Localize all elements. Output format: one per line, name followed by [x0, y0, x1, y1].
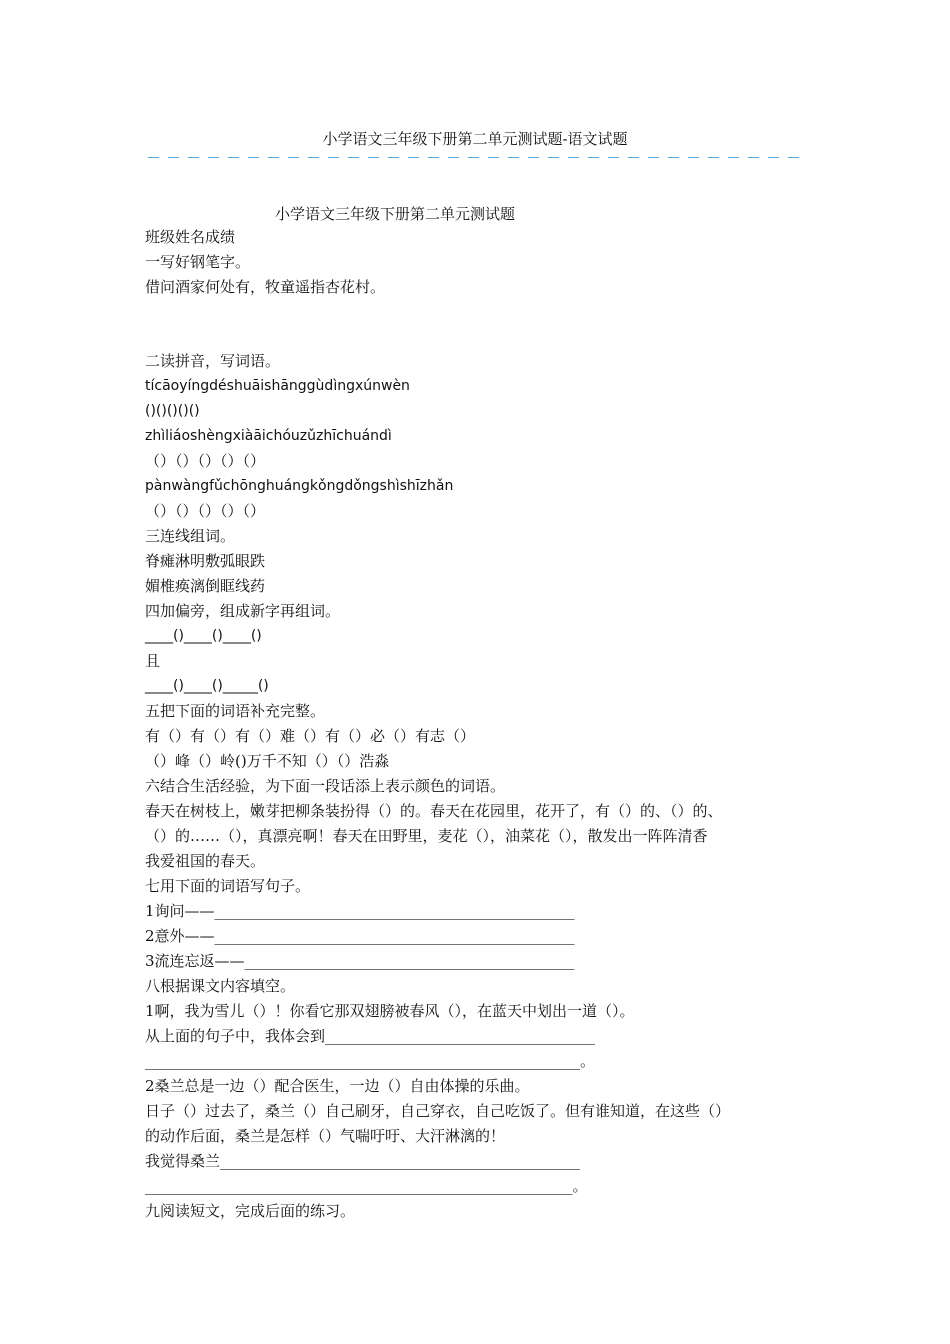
- section-heading: 二读拼音，写词语。: [145, 352, 281, 370]
- poem-line: 借问酒家何处有，牧童遥指杏花村。: [145, 278, 386, 296]
- section-heading: 四加偏旁，组成新字再组词。: [145, 602, 341, 620]
- divider-dash: [568, 157, 579, 159]
- sentence-blank: __________________________________________________________。: [145, 1052, 596, 1070]
- paragraph-line: 日子（）过去了，桑兰（）自己刷牙，自己穿衣，自己吃饭了。但有谁知道，在这些（）: [145, 1102, 731, 1120]
- section-heading: 一写好钢笔字。: [145, 253, 251, 271]
- paragraph-line: 春天在树枝上，嫩芽把柳条装扮得（）的。春天在花园里，花开了，有（）的、（）的、: [145, 802, 723, 820]
- divider-dash: [788, 157, 799, 159]
- fill-blank-row: ____()____()_____(): [145, 678, 269, 694]
- divider-dash: [548, 157, 559, 159]
- divider-dash: [168, 157, 179, 159]
- fill-blank-row: ____()____()____(): [145, 628, 262, 644]
- divider-dash: [408, 157, 419, 159]
- divider-dash: [488, 157, 499, 159]
- section-heading: 八根据课文内容填空。: [145, 977, 296, 995]
- sentence-blank: 2意外——________________________________________________: [145, 927, 575, 945]
- section-heading: 九阅读短文，完成后面的练习。: [145, 1202, 356, 1220]
- divider-dash: [268, 157, 279, 159]
- paragraph-line: 1啊，我为雪儿（）！你看它那双翅膀被春风（），在蓝天中划出一道（）。: [145, 1002, 635, 1020]
- divider-dash: [348, 157, 359, 159]
- divider-dash: [308, 157, 319, 159]
- divider-dash: [248, 157, 259, 159]
- divider-dash: [628, 157, 639, 159]
- divider-dash: [608, 157, 619, 159]
- divider-dash: [288, 157, 299, 159]
- answer-blanks: （）（）（）（）（）: [145, 502, 266, 520]
- sentence-blank: 3流连忘返——____________________________________________: [145, 952, 575, 970]
- character-row: 媚椎痪漓倒眶线药: [145, 577, 266, 595]
- divider-dash: [148, 157, 159, 159]
- section-heading: 三连线组词。: [145, 527, 236, 545]
- divider-dash: [508, 157, 519, 159]
- divider-dash: [588, 157, 599, 159]
- pinyin-line: zhìliáoshèngxiàāichóuzǔzhīchuándì: [145, 428, 392, 444]
- divider-dash: [708, 157, 719, 159]
- character-row: 脊瘫淋明敷弧眼跌: [145, 552, 266, 570]
- divider-dash: [428, 157, 439, 159]
- divider-dash: [448, 157, 459, 159]
- paragraph-line: 从上面的句子中，我体会到____________________________________: [145, 1027, 596, 1045]
- divider-dash: [728, 157, 739, 159]
- sentence-blank: 1询问——________________________________________________: [145, 902, 575, 920]
- divider-dash: [188, 157, 199, 159]
- divider-dash: [388, 157, 399, 159]
- divider-dash: [208, 157, 219, 159]
- section-heading: 六结合生活经验，为下面一段话添上表示颜色的词语。: [145, 777, 506, 795]
- divider-dash: [228, 157, 239, 159]
- document-title: 小学语文三年级下册第二单元测试题: [275, 205, 516, 223]
- paragraph-line: 我觉得桑兰________________________________________________: [145, 1152, 581, 1170]
- page-title: 小学语文三年级下册第二单元测试题-语文试题: [322, 130, 628, 148]
- divider-dash: [368, 157, 379, 159]
- answer-blanks: （）（）（）（）（）: [145, 452, 266, 470]
- sentence-blank: _________________________________________________________。: [145, 1177, 588, 1195]
- divider-dash: [668, 157, 679, 159]
- divider-dash: [768, 157, 779, 159]
- section-heading: 五把下面的词语补充完整。: [145, 702, 326, 720]
- divider-dash: [688, 157, 699, 159]
- divider-dash: [748, 157, 759, 159]
- paragraph-line: 的动作后面，桑兰是怎样（）气喘吁吁、大汗淋漓的！: [145, 1127, 506, 1145]
- idiom-row: 有（）有（）有（）难（）有（）必（）有志（）: [145, 727, 476, 745]
- pinyin-line: tícāoyíngdéshuāishānggùdìngxúnwèn: [145, 378, 410, 394]
- paragraph-line: （）的……（），真漂亮啊！春天在田野里，麦花（），油菜花（），散发出一阵阵清香: [145, 827, 708, 845]
- class-name-score-line: 班级姓名成绩: [145, 228, 236, 246]
- title-divider: [148, 147, 800, 173]
- paragraph-line: 2桑兰总是一边（）配合医生，一边（）自由体操的乐曲。: [145, 1077, 530, 1095]
- divider-dash: [328, 157, 339, 159]
- radical-character: 且: [145, 652, 161, 670]
- divider-dash: [468, 157, 479, 159]
- idiom-row: （）峰（）岭()万千不知（）（）浩淼: [145, 752, 390, 770]
- divider-dash: [528, 157, 539, 159]
- divider-dash: [648, 157, 659, 159]
- paragraph-line: 我爱祖国的春天。: [145, 852, 266, 870]
- pinyin-line: pànwàngfǔchōnghuángkǒngdǒngshìshīzhǎn: [145, 478, 454, 494]
- answer-blanks: ()()()()(): [145, 403, 200, 419]
- section-heading: 七用下面的词语写句子。: [145, 877, 311, 895]
